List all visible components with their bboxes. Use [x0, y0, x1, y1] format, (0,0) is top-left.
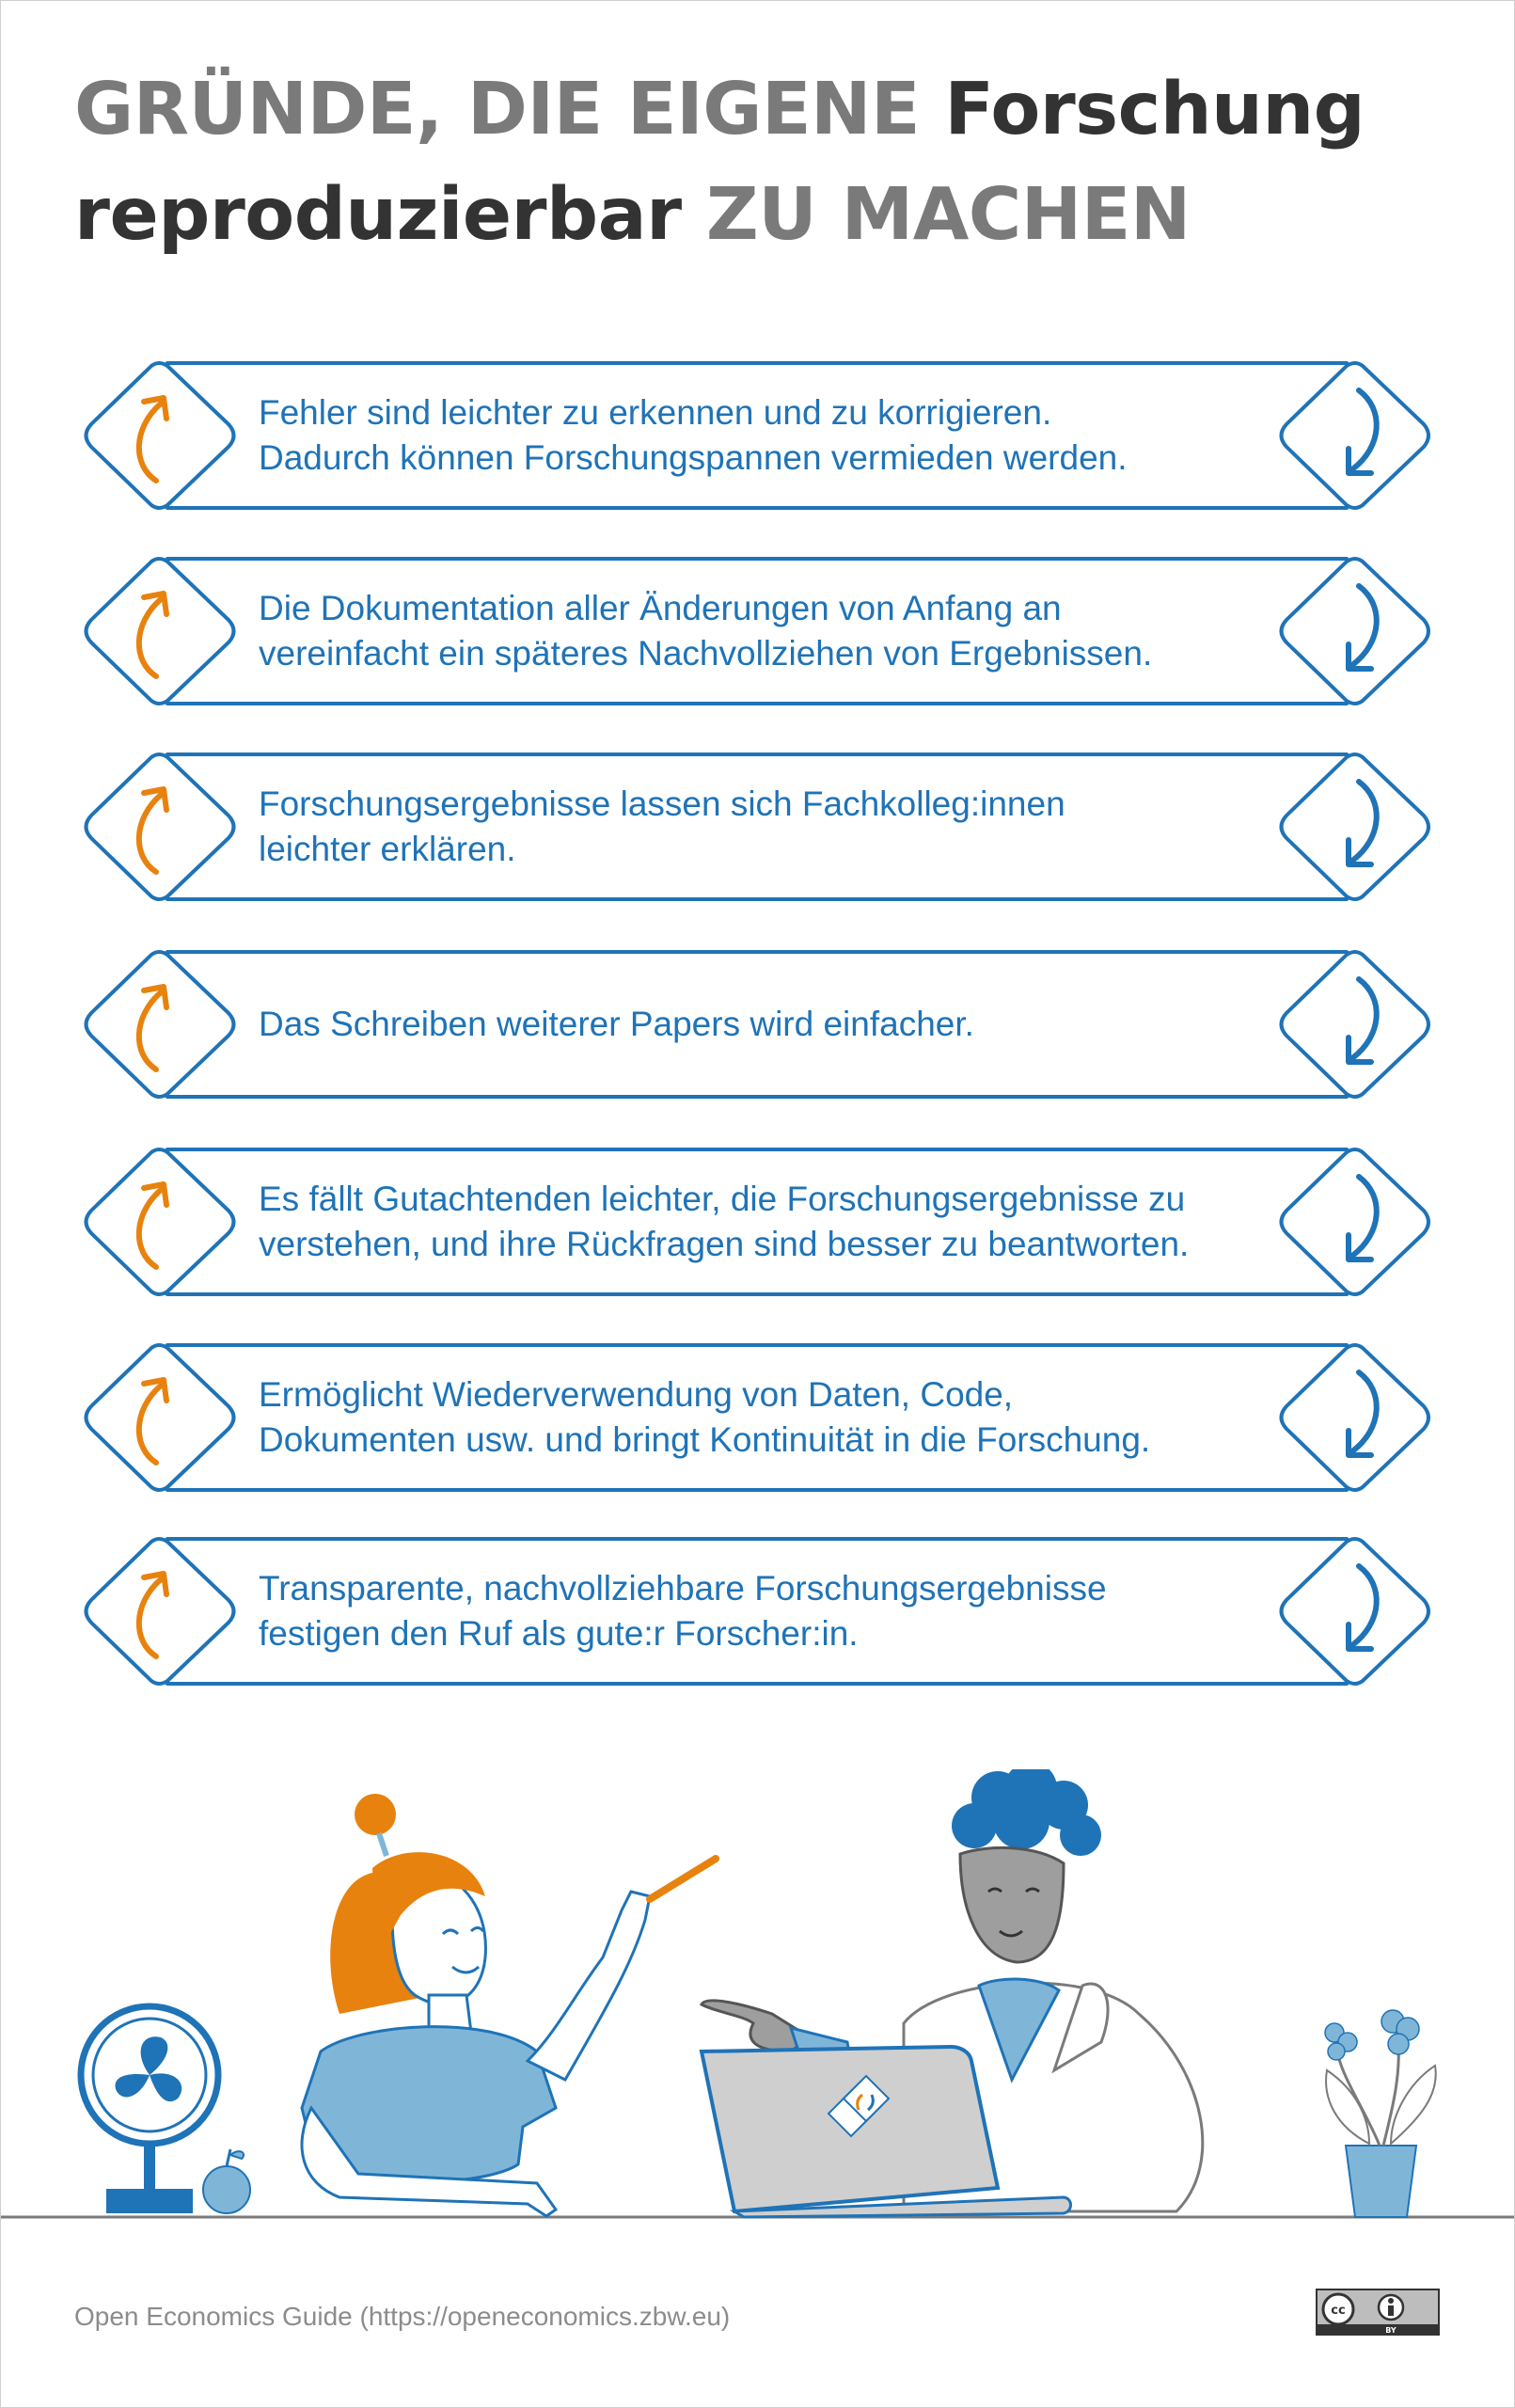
reason-text-line-2: leichter erklären.: [259, 830, 516, 868]
reason-1: [78, 360, 1436, 511]
reason-text-line-1: Das Schreiben weiterer Papers wird einfacher.: [259, 1005, 974, 1043]
reason-text: [259, 360, 1349, 511]
reason-2: [78, 556, 1436, 706]
illustration-scene: [1, 1769, 1514, 2221]
title-part-1: GRÜNDE, DIE EIGENE: [74, 68, 945, 151]
reason-text: [259, 1536, 1349, 1687]
plant-icon: [1325, 2010, 1436, 2217]
apple-icon: [203, 2149, 250, 2213]
reason-text: [259, 1147, 1349, 1297]
reason-text-line-2: festigen den Ruf als gute:r Forscher:in.: [259, 1614, 859, 1653]
reason-text-line-2: Dadurch können Forschungspannen vermieden werden.: [259, 438, 1128, 477]
curved-arrow-up-icon: [123, 1169, 189, 1275]
cc-label: cc: [1331, 2304, 1346, 2318]
reason-6: [78, 1342, 1436, 1493]
reason-4: [78, 949, 1436, 1100]
reason-text-line-1: Forschungsergebnisse lassen sich Fachkolleg:innen: [259, 784, 1065, 823]
curved-arrow-up-icon: [123, 774, 189, 879]
reason-text-line-2: verstehen, und ihre Rückfragen sind besser zu beantworten.: [259, 1225, 1190, 1263]
reason-text-line-1: Fehler sind leichter zu erkennen und zu korrigieren.: [259, 393, 1052, 432]
curved-arrow-up-icon: [123, 1559, 189, 1664]
title-part-2: Forschung: [944, 68, 1365, 151]
curved-arrow-up-icon: [123, 578, 189, 684]
curved-arrow-up-icon: [123, 972, 189, 1077]
reason-text: [259, 752, 1349, 902]
by-label: BY: [1385, 2326, 1397, 2335]
reason-text: [259, 949, 1349, 1100]
title-part-4: ZU MACHEN: [681, 173, 1191, 257]
page-title: [74, 57, 1447, 268]
reason-text-line-2: Dokumenten usw. und bringt Kontinuität in die Forschung.: [259, 1420, 1151, 1459]
reason-3: [78, 752, 1436, 902]
fan-icon: [81, 2006, 218, 2213]
reason-text-line-2: vereinfacht ein späteres Nachvollziehen von Ergebnissen.: [259, 634, 1153, 673]
reason-7: [78, 1536, 1436, 1687]
reason-text-line-1: Es fällt Gutachtenden leichter, die Forschungsergebnisse zu: [259, 1180, 1186, 1218]
curved-arrow-up-icon: [123, 1365, 189, 1470]
reason-text-line-1: Transparente, nachvollziehbare Forschungsergebnisse: [259, 1569, 1107, 1608]
curved-arrow-up-icon: [123, 383, 189, 488]
cc-by-icon: [1316, 2289, 1440, 2336]
reason-text-line-1: Ermöglicht Wiederverwendung von Daten, Code,: [259, 1375, 1014, 1414]
footer-source: Open Economics Guide (https://openeconomics.zbw.eu): [74, 2302, 731, 2331]
reason-text: [259, 556, 1349, 706]
reason-text-line-1: Die Dokumentation aller Änderungen von Anfang an: [259, 589, 1062, 627]
reason-5: [78, 1147, 1436, 1297]
title-part-3: reproduzierbar: [74, 173, 682, 257]
reason-text: [259, 1342, 1349, 1493]
woman-figure: [302, 1794, 716, 2216]
